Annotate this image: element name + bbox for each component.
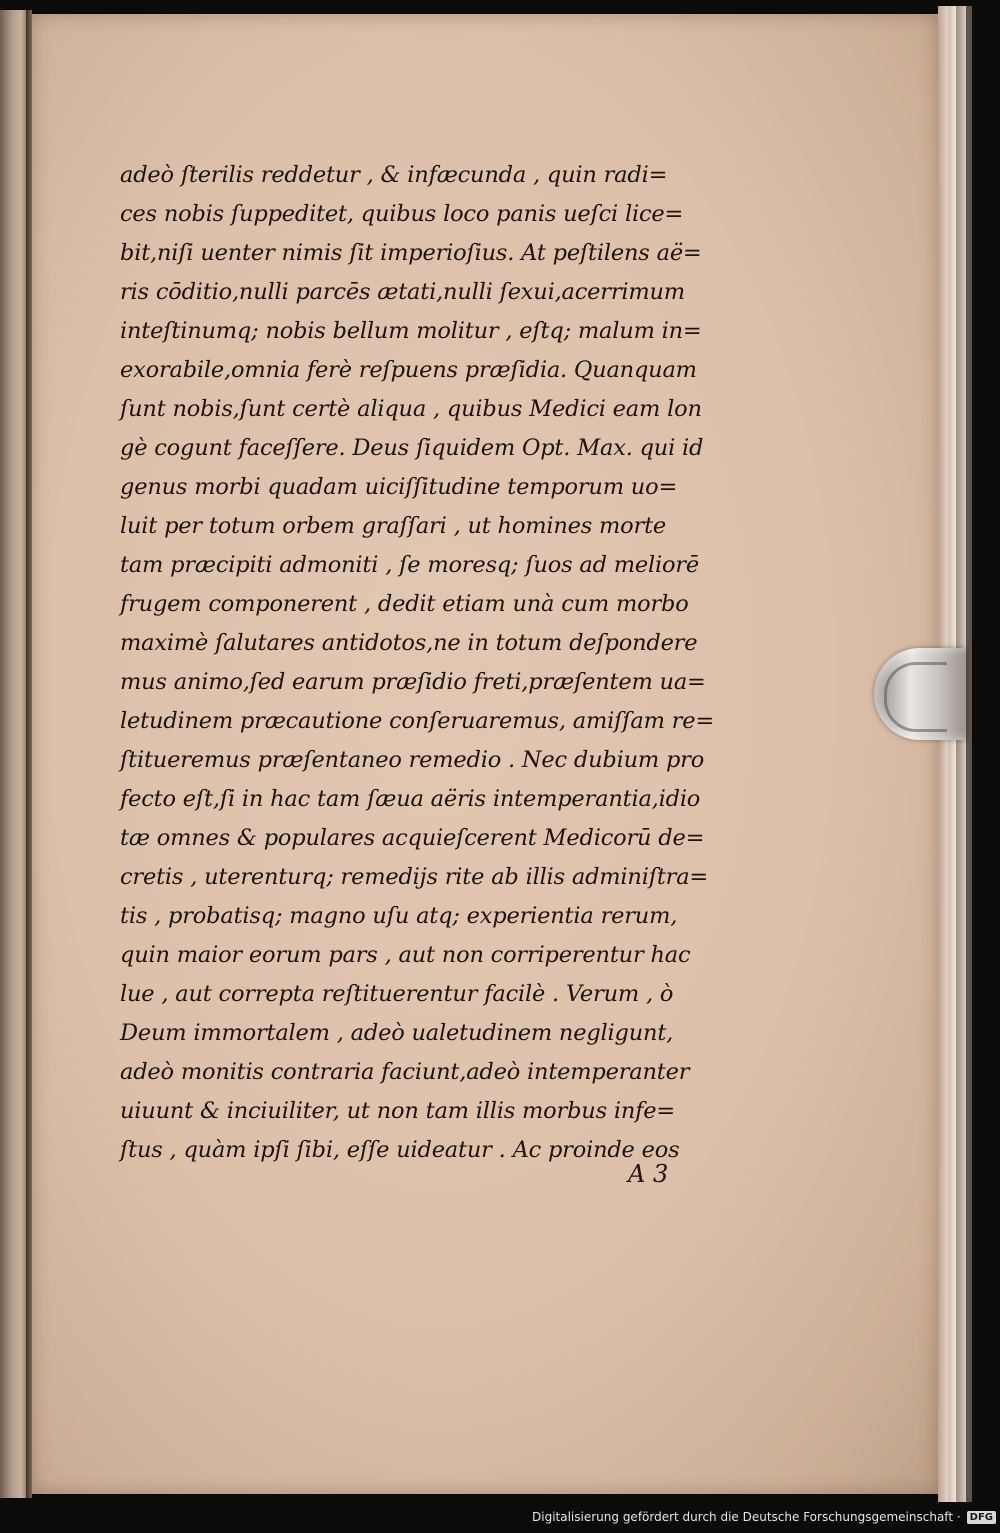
page-edge bbox=[948, 6, 956, 1502]
text-line: inteſtinumq; nobis bellum molitur , eſtq; malum in= bbox=[120, 318, 702, 344]
glass-page-weight-rim bbox=[884, 662, 947, 732]
page-edge bbox=[966, 6, 972, 1502]
text-line: ſtus , quàm ipſi ſibi, eſſe uideatur . Ac proinde eos bbox=[120, 1137, 680, 1163]
signature-mark: A 3 bbox=[628, 1160, 669, 1188]
text-line: mus animo,ſed earum præſidio freti,præſentem ua= bbox=[120, 669, 706, 695]
text-line: maximè ſalutares antidotos,ne in totum deſpondere bbox=[120, 630, 698, 656]
text-line: ris cōditio,nulli parcēs ætati,nulli ſexui,acerrimum bbox=[120, 279, 685, 305]
text-line: uiuunt & inciuiliter, ut non tam illis morbus infe= bbox=[120, 1098, 676, 1124]
text-line: quin maior eorum pars , aut non corriperentur hac bbox=[120, 942, 691, 968]
text-line: adeò monitis contraria faciunt,adeò intemperanter bbox=[120, 1059, 690, 1085]
glass-page-weight bbox=[874, 648, 966, 740]
text-line: frugem componerent , dedit etiam unà cum morbo bbox=[120, 591, 689, 617]
text-line: tis , probatisq; magno uſu atq; experientia rerum, bbox=[120, 903, 678, 929]
text-line: ces nobis ſuppeditet, quibus loco panis ueſci lice= bbox=[120, 201, 684, 227]
text-line: Deum immortalem , adeò ualetudinem negligunt, bbox=[120, 1020, 674, 1046]
page-edge bbox=[938, 6, 948, 1502]
text-line: cretis , uterenturq; remedijs rite ab illis adminiſtra= bbox=[120, 864, 709, 890]
page-edge bbox=[956, 6, 966, 1502]
text-line: bit,niſi uenter nimis ſit imperioſius. At peſtilens aë= bbox=[120, 240, 702, 266]
text-line: exorabile,omnia ferè reſpuens præſidia. Quanquam bbox=[120, 357, 697, 383]
digitization-notice: Digitalisierung gefördert durch die Deutsche Forschungsgemeinschaft · bbox=[532, 1510, 961, 1524]
text-line: gè cogunt faceſſere. Deus ſiquidem Opt. Max. qui id bbox=[120, 435, 704, 461]
text-line: tam præcipiti admoniti , ſe moresq; ſuos ad meliorē bbox=[120, 552, 700, 578]
text-line: lue , aut correpta reſtituerentur facilè . Verum , ò bbox=[120, 981, 674, 1007]
previous-page-edge bbox=[0, 10, 26, 1498]
text-line: ſunt nobis,ſunt certè aliqua , quibus Medici eam lon bbox=[120, 396, 702, 422]
dfg-logo: DFG bbox=[967, 1511, 996, 1524]
text-line: ſtitueremus præſentaneo remedio . Nec dubium pro bbox=[120, 747, 705, 773]
digitization-footer bbox=[532, 1501, 1000, 1533]
text-line: adeò ſterilis reddetur , & infæcunda , quin radi= bbox=[120, 162, 668, 188]
text-line: genus morbi quadam uiciſſitudine temporum uo= bbox=[120, 474, 678, 500]
text-line: luit per totum orbem graſſari , ut homines morte bbox=[120, 513, 667, 539]
text-line: fecto eſt,ſi in hac tam ſæua aëris intemperantia,idio bbox=[120, 786, 701, 812]
text-line: tæ omnes & populares acquieſcerent Medicorū de= bbox=[120, 825, 705, 851]
text-line: letudinem præcautione conſeruaremus, amiſſam re= bbox=[120, 708, 715, 734]
page-body-text bbox=[120, 156, 770, 1170]
